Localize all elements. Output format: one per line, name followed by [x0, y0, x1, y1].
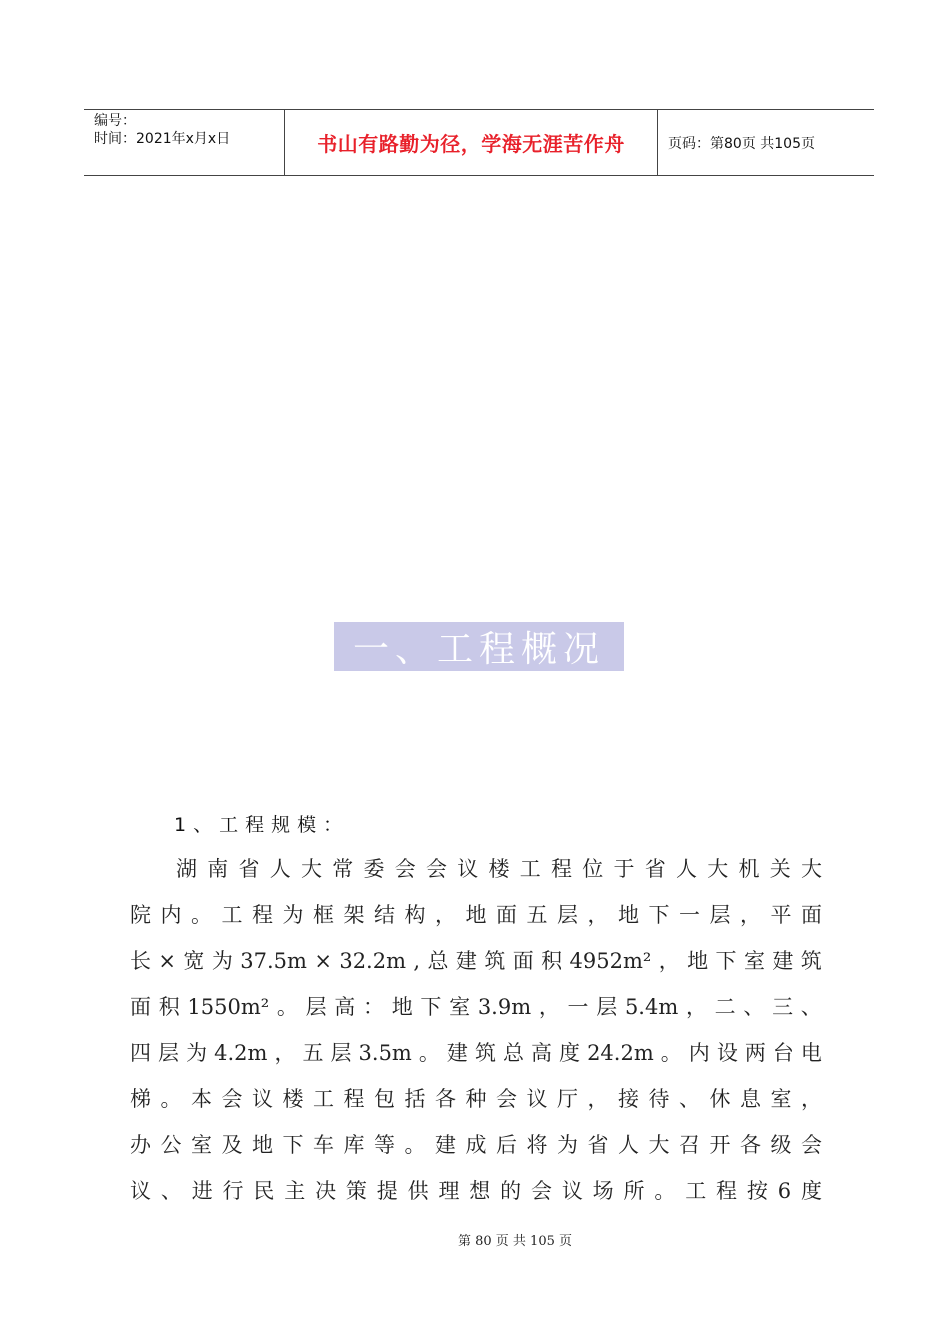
text-token: 等	[374, 1133, 395, 1157]
text-token: 开	[709, 1133, 731, 1157]
text-token: 机	[738, 857, 760, 881]
text-token: 工	[519, 857, 541, 881]
text-token: 议	[130, 1179, 151, 1203]
text-token: 面	[496, 903, 517, 927]
text-token: 筑	[474, 1041, 496, 1065]
text-token: 委	[363, 857, 385, 881]
text-token: 层	[557, 903, 578, 927]
text-token: ，	[435, 903, 456, 927]
document-number-label: 编号：	[94, 113, 136, 129]
text-token: 建	[446, 1041, 468, 1065]
text-token: 五	[302, 1041, 324, 1065]
text-token: 会	[530, 1179, 552, 1203]
text-token: ：	[363, 995, 384, 1019]
text-token: 层	[596, 995, 618, 1019]
text-token: 面	[801, 903, 822, 927]
text-token: 五	[526, 903, 548, 927]
text-token: 工	[685, 1179, 707, 1203]
text-token: 、	[800, 995, 822, 1019]
text-token: 工	[221, 903, 243, 927]
text-token: 后	[496, 1133, 517, 1157]
text-token: 地	[252, 1133, 273, 1157]
text-token: 院	[130, 903, 151, 927]
text-token: 程	[252, 903, 273, 927]
text-token: 的	[500, 1179, 522, 1203]
header-meta	[84, 110, 285, 175]
text-token: 决	[315, 1179, 337, 1203]
text-token: 关	[769, 857, 791, 881]
text-token: 各	[740, 1133, 761, 1157]
text-token: 梯	[130, 1087, 151, 1111]
text-token: 议	[526, 1087, 548, 1111]
text-token: ，	[740, 903, 761, 927]
text-token: 公	[160, 1133, 182, 1157]
text-token: 会	[496, 1087, 517, 1111]
text-token: 议	[457, 857, 479, 881]
text-token: 24.2m	[587, 1041, 654, 1065]
text-token: 位	[582, 857, 604, 881]
text-token: 行	[222, 1179, 244, 1203]
text-token: 待	[648, 1087, 670, 1111]
text-token: 议	[252, 1087, 273, 1111]
text-token: 程	[551, 857, 572, 881]
text-token: 室	[449, 995, 471, 1019]
text-token: 框	[313, 903, 334, 927]
text-token: 室	[770, 1087, 792, 1111]
text-token: 程	[343, 1087, 365, 1111]
text-token: 大	[648, 1133, 670, 1157]
text-token: 括	[404, 1087, 426, 1111]
text-token: 想	[469, 1179, 491, 1203]
text-token: 台	[772, 1041, 794, 1065]
text-token: 总	[502, 1041, 524, 1065]
text-token: 策	[345, 1179, 367, 1203]
text-token: 下	[420, 995, 442, 1019]
text-token: 。	[418, 1041, 440, 1065]
text-token: 内	[688, 1041, 710, 1065]
text-token: 将	[526, 1133, 548, 1157]
text-token: 南	[207, 857, 229, 881]
text-token: 室	[191, 1133, 212, 1157]
paragraph-line	[130, 1122, 822, 1168]
text-token: 。	[276, 995, 298, 1019]
text-token: 一	[679, 903, 700, 927]
text-token: 人	[269, 857, 291, 881]
text-token: 地	[618, 903, 639, 927]
text-token: 会	[221, 1087, 243, 1111]
text-token: 工	[313, 1087, 334, 1111]
text-token: 级	[770, 1133, 792, 1157]
text-token: 会	[394, 857, 416, 881]
text-token: 层	[305, 995, 327, 1019]
text-token: 一	[567, 995, 589, 1019]
text-token: 层	[709, 903, 731, 927]
text-token: 高	[334, 995, 356, 1019]
text-token: ×	[314, 949, 332, 973]
text-token: ，	[587, 1087, 609, 1111]
text-token: 设	[716, 1041, 738, 1065]
text-token: 省	[238, 857, 260, 881]
text-token: 电	[800, 1041, 822, 1065]
text-token: 三	[772, 995, 794, 1019]
text-token: 下	[282, 1133, 304, 1157]
text-token: 总	[427, 949, 449, 973]
body-paragraph	[130, 846, 822, 1214]
paragraph-line	[130, 1076, 822, 1122]
text-token: 建	[772, 949, 794, 973]
text-token: 结	[374, 903, 395, 927]
text-token: 地	[465, 903, 487, 927]
text-token: 1550m²	[187, 995, 270, 1019]
text-token: 为	[211, 949, 233, 973]
text-token: 。	[654, 1179, 676, 1203]
paragraph-line	[130, 938, 822, 984]
text-token: 长	[130, 949, 151, 973]
text-token: 主	[284, 1179, 306, 1203]
text-token: 场	[592, 1179, 614, 1203]
text-token: 本	[191, 1087, 212, 1111]
text-token: 建	[455, 949, 477, 973]
text-token: 及	[221, 1133, 243, 1157]
text-token: 民	[253, 1179, 275, 1203]
paragraph-line	[130, 984, 822, 1030]
text-token: 休	[709, 1087, 731, 1111]
text-token: 接	[618, 1087, 639, 1111]
text-token: 层	[330, 1041, 352, 1065]
text-token: 厅	[557, 1087, 578, 1111]
text-token: 架	[343, 903, 365, 927]
text-token: 下	[648, 903, 670, 927]
text-token: 人	[618, 1133, 639, 1157]
text-token: 人	[676, 857, 697, 881]
text-token: 按	[746, 1179, 768, 1203]
paragraph-line	[130, 1168, 822, 1214]
paragraph-line	[130, 846, 822, 892]
text-token: ，	[685, 995, 707, 1019]
text-token: 会	[801, 1133, 822, 1157]
text-token: 室	[743, 949, 765, 973]
text-token: 大	[301, 857, 322, 881]
text-token: 、	[743, 995, 765, 1019]
text-token: 楼	[282, 1087, 304, 1111]
document-date: 时间：2021年x月x日	[94, 131, 231, 147]
text-token: 省	[644, 857, 666, 881]
text-token: 建	[435, 1133, 456, 1157]
text-token: 所	[623, 1179, 645, 1203]
text-token: 两	[744, 1041, 766, 1065]
text-token: 3.5m	[358, 1041, 412, 1065]
text-token: 进	[191, 1179, 213, 1203]
paragraph-line	[130, 1030, 822, 1076]
text-token: 理	[438, 1179, 460, 1203]
text-token: 楼	[488, 857, 510, 881]
text-token: 高	[531, 1041, 552, 1065]
text-token: 成	[465, 1133, 487, 1157]
text-token: 32.2m	[339, 949, 406, 973]
text-token: 常	[332, 857, 354, 881]
text-token: 地	[687, 949, 709, 973]
text-token: 。	[660, 1041, 682, 1065]
text-token: 度	[800, 1179, 822, 1203]
text-token: 供	[407, 1179, 429, 1203]
text-token: 办	[130, 1133, 151, 1157]
text-token: 大	[707, 857, 729, 881]
text-token: 为	[557, 1133, 578, 1157]
text-token: ，	[801, 1087, 822, 1111]
text-token: 息	[740, 1087, 761, 1111]
text-token: 。	[191, 903, 212, 927]
text-token: 积	[158, 995, 180, 1019]
text-token: 于	[613, 857, 635, 881]
text-token: 为	[282, 903, 304, 927]
page-footer: 第 80 页 共 105 页	[457, 1234, 573, 1249]
text-token: 筑	[800, 949, 822, 973]
text-token: 构	[404, 903, 426, 927]
text-token: 议	[561, 1179, 583, 1203]
header-page-info: 页码：第80页 共105页	[668, 135, 815, 152]
text-token: 为	[186, 1041, 208, 1065]
text-token: 5.4m	[624, 995, 679, 1019]
text-token: 各	[435, 1087, 456, 1111]
text-token: 会	[426, 857, 447, 881]
text-token: 4.2m	[214, 1041, 268, 1065]
text-token: 程	[716, 1179, 738, 1203]
text-token: ，	[587, 903, 609, 927]
text-token: ，	[658, 949, 680, 973]
text-token: 宽	[183, 949, 205, 973]
text-token: 6	[777, 1179, 792, 1203]
text-token: 种	[465, 1087, 487, 1111]
text-token: 度	[559, 1041, 581, 1065]
text-token: 召	[679, 1133, 700, 1157]
page-header	[84, 109, 874, 176]
text-token: 二	[714, 995, 736, 1019]
text-token: 、	[679, 1087, 700, 1111]
text-token: 省	[587, 1133, 609, 1157]
text-token: 筑	[484, 949, 506, 973]
text-token: ×	[158, 949, 177, 973]
text-token: 37.5m	[240, 949, 307, 973]
text-token: 面	[512, 949, 534, 973]
text-token: 。	[404, 1133, 426, 1157]
subheading: 1、工程规模：	[174, 814, 350, 836]
text-token: 。	[160, 1087, 182, 1111]
text-token: 包	[374, 1087, 395, 1111]
section-title: 一、工程概况	[334, 622, 624, 671]
text-token: 提	[376, 1179, 398, 1203]
text-token: 4952m²	[569, 949, 652, 973]
text-token: 3.9m	[477, 995, 532, 1019]
text-token: 面	[130, 995, 151, 1019]
text-token: 四	[130, 1041, 151, 1065]
text-token: ，	[274, 1041, 296, 1065]
text-token: 大	[801, 857, 822, 881]
text-token: 库	[343, 1133, 365, 1157]
text-token: 平	[770, 903, 792, 927]
text-token: ,	[413, 949, 421, 973]
header-motto: 书山有路勤为径，学海无涯苦作舟	[285, 110, 658, 175]
text-token: 地	[391, 995, 413, 1019]
text-token: 、	[160, 1179, 182, 1203]
text-token: 内	[160, 903, 182, 927]
text-token: 湖	[176, 857, 197, 881]
text-token: 车	[313, 1133, 334, 1157]
text-token: 层	[158, 1041, 180, 1065]
text-token: 积	[541, 949, 563, 973]
text-token: 下	[715, 949, 737, 973]
paragraph-line	[130, 892, 822, 938]
text-token: ，	[538, 995, 560, 1019]
